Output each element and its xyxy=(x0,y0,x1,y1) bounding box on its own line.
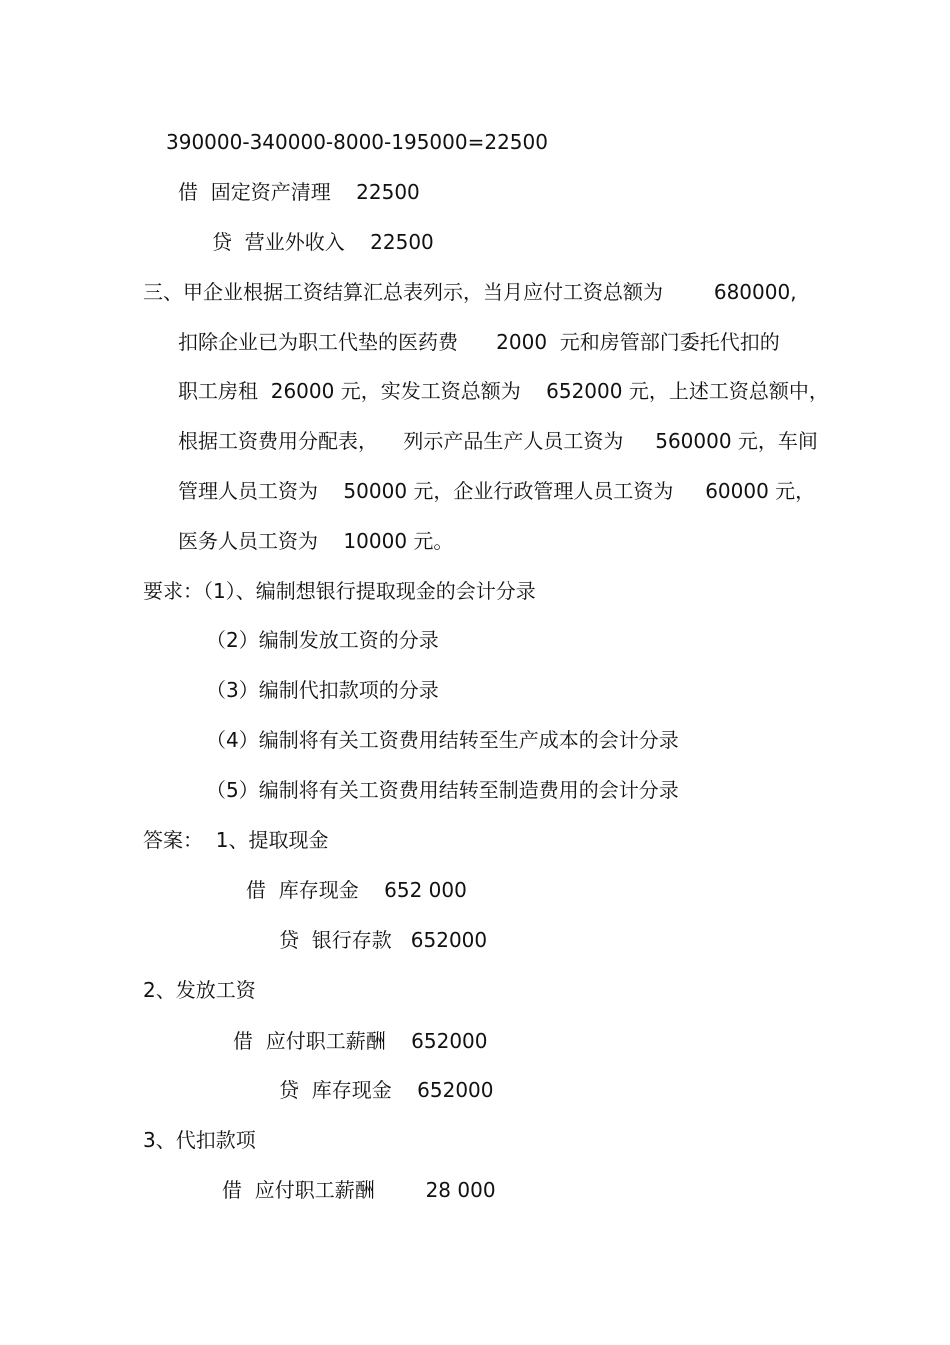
answer-2-heading: 2、发放工资 xyxy=(143,978,256,1002)
answer-1-debit: 借 库存现金 652 000 xyxy=(246,878,467,902)
requirement-item-2: （2）编制发放工资的分录 xyxy=(206,628,439,652)
answer-1-credit: 贷 银行存款 652000 xyxy=(279,928,488,952)
question-three-line-3: 职工房租 26000 元，实发工资总额为 652000 元，上述工资总额中， xyxy=(178,379,829,403)
answer-2-debit: 借 应付职工薪酬 652000 xyxy=(233,1029,488,1053)
answer-3-debit: 借 应付职工薪酬 28 000 xyxy=(222,1178,496,1202)
calc-line: 390000-340000-8000-195000=22500 xyxy=(166,130,548,154)
answer-2-credit: 贷 库存现金 652000 xyxy=(279,1078,494,1102)
question-three-line-1: 三、甲企业根据工资结算汇总表列示，当月应付工资总额为 680000, xyxy=(143,280,797,304)
requirement-item-5: （5）编制将有关工资费用结转至制造费用的会计分录 xyxy=(206,778,679,802)
requirement-item-4: （4）编制将有关工资费用结转至生产成本的会计分录 xyxy=(206,728,679,752)
question-three-line-4: 根据工资费用分配表， 列示产品生产人员工资为 560000 元，车间 xyxy=(178,429,818,453)
journal-debit-line: 借 固定资产清理 22500 xyxy=(178,180,420,204)
answer-3-heading: 3、代扣款项 xyxy=(143,1128,256,1152)
question-three-line-5: 管理人员工资为 50000 元，企业行政管理人员工资为 60000 元， xyxy=(178,479,816,503)
question-three-line-6: 医务人员工资为 10000 元。 xyxy=(178,529,454,553)
requirement-item-3: （3）编制代扣款项的分录 xyxy=(206,678,439,702)
answer-heading: 答案： 1、提取现金 xyxy=(143,828,329,852)
question-three-line-2: 扣除企业已为职工代垫的医药费 2000 元和房管部门委托代扣的 xyxy=(178,330,780,354)
journal-credit-line: 贷 营业外收入 22500 xyxy=(212,230,434,254)
requirements-heading: 要求：（1）、编制想银行提取现金的会计分录 xyxy=(143,579,536,603)
